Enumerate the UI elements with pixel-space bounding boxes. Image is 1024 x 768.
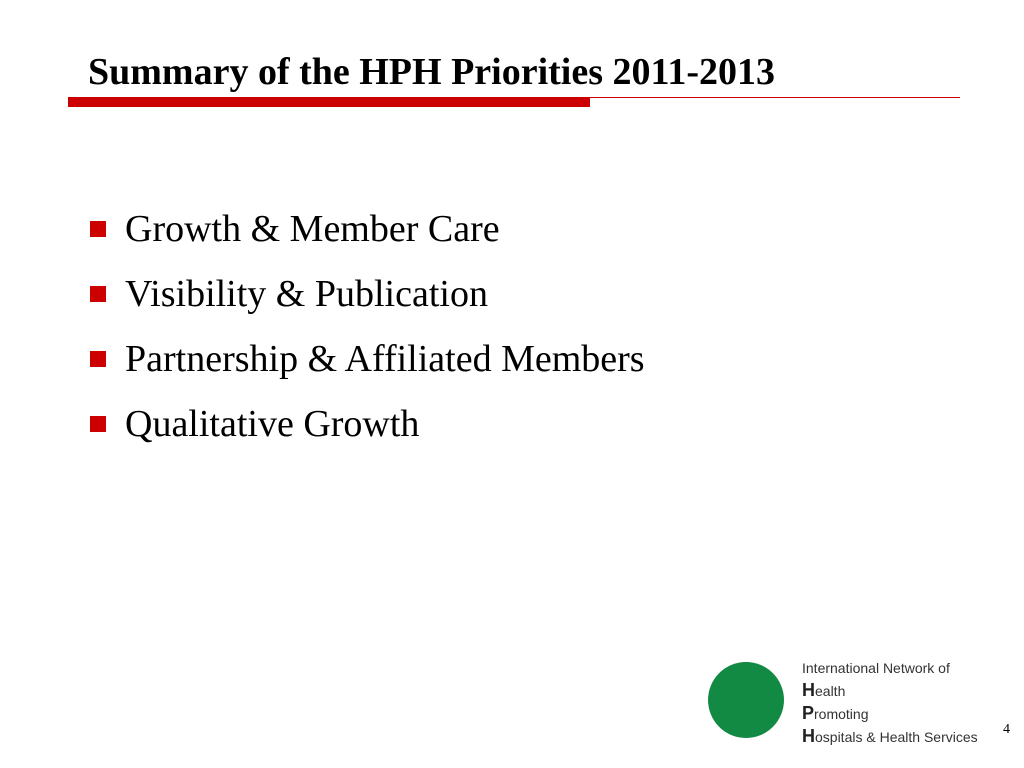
bullet-item xyxy=(90,196,645,261)
bullet-square-icon xyxy=(90,221,106,237)
bullet-square-icon xyxy=(90,416,106,432)
page-number: 4 xyxy=(1003,722,1010,737)
logo-line-health xyxy=(802,679,978,702)
title-underline-thin xyxy=(590,97,960,98)
bullet-text: Growth & Member Care xyxy=(125,207,500,250)
slide-title: Summary of the HPH Priorities 2011-2013 xyxy=(88,51,776,93)
logo-rest-health: ealth xyxy=(815,683,846,699)
bullet-text: Qualitative Growth xyxy=(125,402,420,445)
hph-logo-circle-icon xyxy=(708,662,784,738)
bullet-text: Visibility & Publication xyxy=(125,272,488,315)
logo-initial-p: P xyxy=(802,703,815,723)
bullet-item xyxy=(90,261,645,326)
logo-line-network: International Network of xyxy=(802,660,950,676)
logo-initial-h2: H xyxy=(802,726,815,746)
logo-rest-hospitals: ospitals & Health Services xyxy=(815,729,978,745)
bullet-text: Partnership & Affiliated Members xyxy=(125,337,645,380)
logo-line-promoting xyxy=(802,702,978,725)
bullet-item xyxy=(90,391,645,456)
logo-rest-promoting: romoting xyxy=(814,706,869,722)
logo-line-hospitals xyxy=(802,725,978,748)
bullet-square-icon xyxy=(90,351,106,367)
bullet-square-icon xyxy=(90,286,106,302)
bullet-list xyxy=(90,196,645,456)
title-underline-thick xyxy=(68,97,590,107)
bullet-item xyxy=(90,326,645,391)
hph-logo-text xyxy=(802,657,978,748)
logo-initial-h: H xyxy=(802,680,815,700)
